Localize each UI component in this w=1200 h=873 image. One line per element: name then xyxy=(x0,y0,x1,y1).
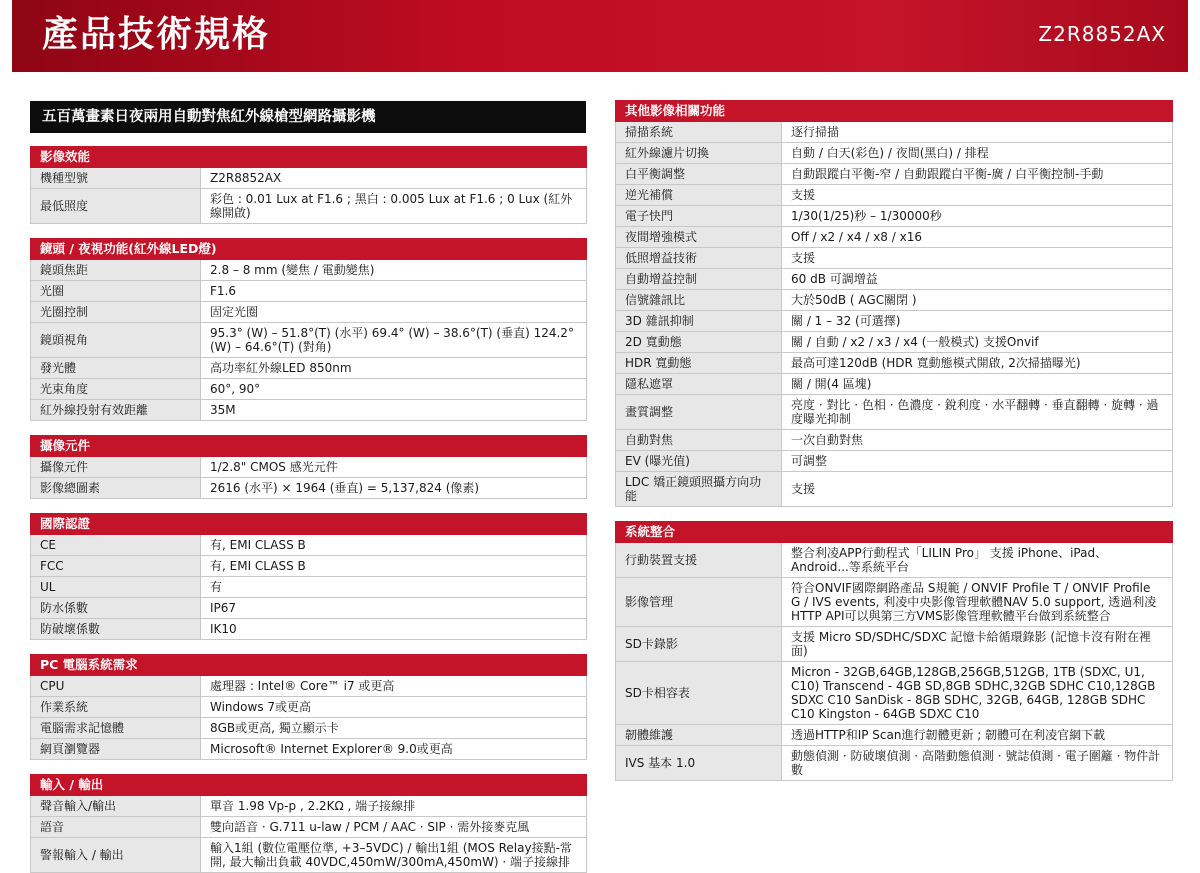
spec-label: 自動增益控制 xyxy=(616,269,782,290)
spec-row xyxy=(616,206,1173,227)
section-gap xyxy=(615,507,1173,521)
spec-value: 35M xyxy=(201,400,587,421)
spec-label: 行動裝置支援 xyxy=(616,543,782,578)
left-spec-column xyxy=(30,146,587,873)
right-spec-column xyxy=(615,100,1173,781)
spec-label: 聲音輸入/輸出 xyxy=(31,796,201,817)
spec-label: CE xyxy=(31,535,201,556)
spec-label: 電腦需求記憶體 xyxy=(31,718,201,739)
spec-value: 最高可達120dB (HDR 寬動態模式開啟, 2次掃描曝光) xyxy=(782,353,1173,374)
spec-value: 自動 / 白天(彩色) / 夜間(黑白) / 排程 xyxy=(782,143,1173,164)
spec-label: 鏡頭焦距 xyxy=(31,260,201,281)
spec-value: 支援 Micro SD/SDHC/SDXC 記憶卡給循環錄影 (記憶卡沒有附在裡面) xyxy=(782,627,1173,662)
spec-label: 白平衡調整 xyxy=(616,164,782,185)
section-header xyxy=(31,147,587,168)
spec-row xyxy=(616,472,1173,507)
spec-row xyxy=(31,379,587,400)
spec-row xyxy=(31,281,587,302)
spec-value: 關 / 自動 / x2 / x3 / x4 (一般模式) 支援Onvif xyxy=(782,332,1173,353)
spec-value: 亮度 · 對比 · 色相 · 色濃度 · 銳利度 · 水平翻轉 · 垂直翻轉 · 旋轉 · 過度曝光抑制 xyxy=(782,395,1173,430)
spec-label: 紅外線濾片切換 xyxy=(616,143,782,164)
spec-row xyxy=(616,746,1173,781)
spec-row xyxy=(31,718,587,739)
spec-label: 夜間增強模式 xyxy=(616,227,782,248)
spec-row xyxy=(31,358,587,379)
spec-row xyxy=(616,227,1173,248)
spec-row xyxy=(616,164,1173,185)
spec-label: 攝像元件 xyxy=(31,457,201,478)
spec-value: 有, EMI CLASS B xyxy=(201,535,587,556)
spec-row xyxy=(31,302,587,323)
spec-value: 支援 xyxy=(782,472,1173,507)
spec-value: 關 / 1 – 32 (可選擇) xyxy=(782,311,1173,332)
spec-label: 影像總圖素 xyxy=(31,478,201,499)
spec-row xyxy=(616,725,1173,746)
spec-label: SD卡相容表 xyxy=(616,662,782,725)
spec-label: 畫質調整 xyxy=(616,395,782,430)
spec-row xyxy=(31,676,587,697)
spec-row xyxy=(31,739,587,760)
spec-row xyxy=(616,122,1173,143)
spec-row xyxy=(616,143,1173,164)
spec-value: 符合ONVIF國際網路產品 S規範 / ONVIF Profile T / ONVIF Profile G / IVS events, 利凌中央影像管理軟體NAV 5.0 support, 透過利凌HTTP API可以與第三方VMS影像管理軟體平台做到系統整合 xyxy=(782,578,1173,627)
spec-value: Windows 7或更高 xyxy=(201,697,587,718)
spec-row xyxy=(616,332,1173,353)
spec-row xyxy=(31,323,587,358)
spec-value: 有 xyxy=(201,577,587,598)
spec-row xyxy=(31,556,587,577)
spec-value: 支援 xyxy=(782,185,1173,206)
section-header xyxy=(31,239,587,260)
spec-section xyxy=(30,238,587,421)
spec-label: 電子快門 xyxy=(616,206,782,227)
page-title: 產品技術規格 xyxy=(42,14,271,55)
spec-label: 網頁瀏覽器 xyxy=(31,739,201,760)
spec-row xyxy=(31,598,587,619)
spec-value: 彩色 : 0.01 Lux at F1.6 ; 黑白 : 0.005 Lux at F1.6 ; 0 Lux (紅外線開啟) xyxy=(201,189,587,224)
section-title: 鏡頭 / 夜視功能(紅外線LED燈) xyxy=(31,239,587,260)
spec-row xyxy=(31,697,587,718)
spec-row xyxy=(616,627,1173,662)
spec-row xyxy=(616,374,1173,395)
spec-row xyxy=(616,311,1173,332)
spec-label: HDR 寬動態 xyxy=(616,353,782,374)
spec-label: 掃描系統 xyxy=(616,122,782,143)
spec-value: Z2R8852AX xyxy=(201,168,587,189)
section-gap xyxy=(30,421,587,435)
section-title: PC 電腦系統需求 xyxy=(31,655,587,676)
section-title: 輸入 / 輸出 xyxy=(31,775,587,796)
spec-label: 3D 雜訊抑制 xyxy=(616,311,782,332)
spec-value: 透過HTTP和IP Scan進行韌體更新 ; 韌體可在利凌官網下載 xyxy=(782,725,1173,746)
spec-section xyxy=(30,513,587,640)
spec-value: 固定光圈 xyxy=(201,302,587,323)
spec-label: 2D 寬動態 xyxy=(616,332,782,353)
spec-row xyxy=(616,543,1173,578)
section-gap xyxy=(30,640,587,654)
spec-section xyxy=(30,435,587,499)
spec-value: 自動跟蹤白平衡-窄 / 自動跟蹤白平衡-廣 / 白平衡控制-手動 xyxy=(782,164,1173,185)
spec-label: 信號雜訊比 xyxy=(616,290,782,311)
spec-value: 1/30(1/25)秒 – 1/30000秒 xyxy=(782,206,1173,227)
spec-label: 發光體 xyxy=(31,358,201,379)
spec-value: 支援 xyxy=(782,248,1173,269)
spec-value: 動態偵測 · 防破壞偵測 · 高階動態偵測 · 號誌偵測 · 電子圍籬 · 物件計數 xyxy=(782,746,1173,781)
spec-row xyxy=(31,577,587,598)
spec-label: 低照增益技術 xyxy=(616,248,782,269)
spec-label: SD卡錄影 xyxy=(616,627,782,662)
spec-value: 雙向語音 · G.711 u-law / PCM / AAC · SIP · 需外接麥克風 xyxy=(201,817,587,838)
spec-row xyxy=(31,168,587,189)
spec-row xyxy=(31,535,587,556)
spec-row xyxy=(616,395,1173,430)
spec-value: 輸入1組 (數位電壓位準, +3–5VDC) / 輸出1組 (MOS Relay接點-常開, 最大輸出負載 40VDC,450mW/300mA,450mW) · 端子接線排 xyxy=(201,838,587,873)
spec-row xyxy=(31,457,587,478)
spec-label: 警報輸入 / 輸出 xyxy=(31,838,201,873)
spec-row xyxy=(31,260,587,281)
spec-label: 隱私遮罩 xyxy=(616,374,782,395)
section-header xyxy=(31,775,587,796)
spec-row xyxy=(616,269,1173,290)
spec-label: FCC xyxy=(31,556,201,577)
spec-label: 最低照度 xyxy=(31,189,201,224)
spec-row xyxy=(616,430,1173,451)
product-title: 五百萬畫素日夜兩用自動對焦紅外線槍型網路攝影機 xyxy=(30,101,586,133)
spec-row xyxy=(616,248,1173,269)
spec-value: 逐行掃描 xyxy=(782,122,1173,143)
spec-row xyxy=(31,400,587,421)
spec-value: F1.6 xyxy=(201,281,587,302)
spec-value: 有, EMI CLASS B xyxy=(201,556,587,577)
spec-label: 防水係數 xyxy=(31,598,201,619)
section-gap xyxy=(30,224,587,238)
spec-value: 1/2.8" CMOS 感光元件 xyxy=(201,457,587,478)
section-gap xyxy=(30,760,587,774)
header-banner xyxy=(12,0,1188,72)
spec-label: IVS 基本 1.0 xyxy=(616,746,782,781)
spec-value: IP67 xyxy=(201,598,587,619)
spec-value: 大於50dB ( AGC關閉 ) xyxy=(782,290,1173,311)
spec-value: 60 dB 可調增益 xyxy=(782,269,1173,290)
section-title: 系統整合 xyxy=(616,522,1173,543)
spec-label: 逆光補償 xyxy=(616,185,782,206)
spec-section xyxy=(30,774,587,873)
section-header xyxy=(616,522,1173,543)
section-title: 國際認證 xyxy=(31,514,587,535)
spec-label: UL xyxy=(31,577,201,598)
section-header xyxy=(31,514,587,535)
spec-label: 作業系統 xyxy=(31,697,201,718)
spec-value: Off / x2 / x4 / x8 / x16 xyxy=(782,227,1173,248)
section-title: 其他影像相關功能 xyxy=(616,101,1173,122)
spec-value: 處理器 : Intel® Core™ i7 或更高 xyxy=(201,676,587,697)
spec-value: Microsoft® Internet Explorer® 9.0或更高 xyxy=(201,739,587,760)
spec-label: 防破壞係數 xyxy=(31,619,201,640)
spec-row xyxy=(616,451,1173,472)
spec-value: 8GB或更高, 獨立顯示卡 xyxy=(201,718,587,739)
spec-label: 鏡頭視角 xyxy=(31,323,201,358)
spec-label: 光圈 xyxy=(31,281,201,302)
spec-section xyxy=(615,100,1173,507)
spec-value: 關 / 開(4 區塊) xyxy=(782,374,1173,395)
spec-row xyxy=(616,578,1173,627)
spec-row xyxy=(31,817,587,838)
spec-row xyxy=(31,619,587,640)
spec-value: 可調整 xyxy=(782,451,1173,472)
spec-row xyxy=(616,353,1173,374)
section-header xyxy=(616,101,1173,122)
spec-value: IK10 xyxy=(201,619,587,640)
model-number: Z2R8852AX xyxy=(1038,22,1166,46)
spec-value: 2616 (水平) × 1964 (垂直) = 5,137,824 (像素) xyxy=(201,478,587,499)
spec-row xyxy=(31,189,587,224)
spec-label: EV (曝光值) xyxy=(616,451,782,472)
spec-label: 光束角度 xyxy=(31,379,201,400)
spec-label: 紅外線投射有效距離 xyxy=(31,400,201,421)
spec-value: 一次自動對焦 xyxy=(782,430,1173,451)
section-title: 影像效能 xyxy=(31,147,587,168)
spec-row xyxy=(616,185,1173,206)
spec-section xyxy=(30,654,587,760)
spec-label: 語音 xyxy=(31,817,201,838)
spec-label: CPU xyxy=(31,676,201,697)
spec-value: 整合利凌APP行動程式「LILIN Pro」 支援 iPhone、iPad、Android...等系統平台 xyxy=(782,543,1173,578)
section-header xyxy=(31,655,587,676)
spec-value: 單音 1.98 Vp-p , 2.2KΩ , 端子接線排 xyxy=(201,796,587,817)
spec-label: 機種型號 xyxy=(31,168,201,189)
spec-row xyxy=(616,290,1173,311)
spec-row xyxy=(31,478,587,499)
spec-label: LDC 矯正鏡頭照攝方向功能 xyxy=(616,472,782,507)
spec-row xyxy=(616,662,1173,725)
section-gap xyxy=(30,499,587,513)
spec-label: 自動對焦 xyxy=(616,430,782,451)
section-title: 攝像元件 xyxy=(31,436,587,457)
spec-row xyxy=(31,796,587,817)
spec-label: 韌體維護 xyxy=(616,725,782,746)
spec-label: 光圈控制 xyxy=(31,302,201,323)
spec-label: 影像管理 xyxy=(616,578,782,627)
spec-value: 高功率紅外線LED 850nm xyxy=(201,358,587,379)
spec-value: Micron - 32GB,64GB,128GB,256GB,512GB, 1TB (SDXC, U1, C10) Transcend - 4GB SD,8GB SDHC,32GB SDHC C10,128GB SDXC C10 SanDisk - 8GB SDHC, 32GB, 64GB, 128GB SDHC C10 Kingston - 64GB SDXC C10 xyxy=(782,662,1173,725)
spec-row xyxy=(31,838,587,873)
spec-section xyxy=(30,146,587,224)
section-header xyxy=(31,436,587,457)
spec-value: 2.8 – 8 mm (變焦 / 電動變焦) xyxy=(201,260,587,281)
spec-value: 95.3° (W) – 51.8°(T) (水平) 69.4° (W) – 38.6°(T) (垂直) 124.2° (W) – 64.6°(T) (對角) xyxy=(201,323,587,358)
spec-section xyxy=(615,521,1173,781)
spec-value: 60°, 90° xyxy=(201,379,587,400)
